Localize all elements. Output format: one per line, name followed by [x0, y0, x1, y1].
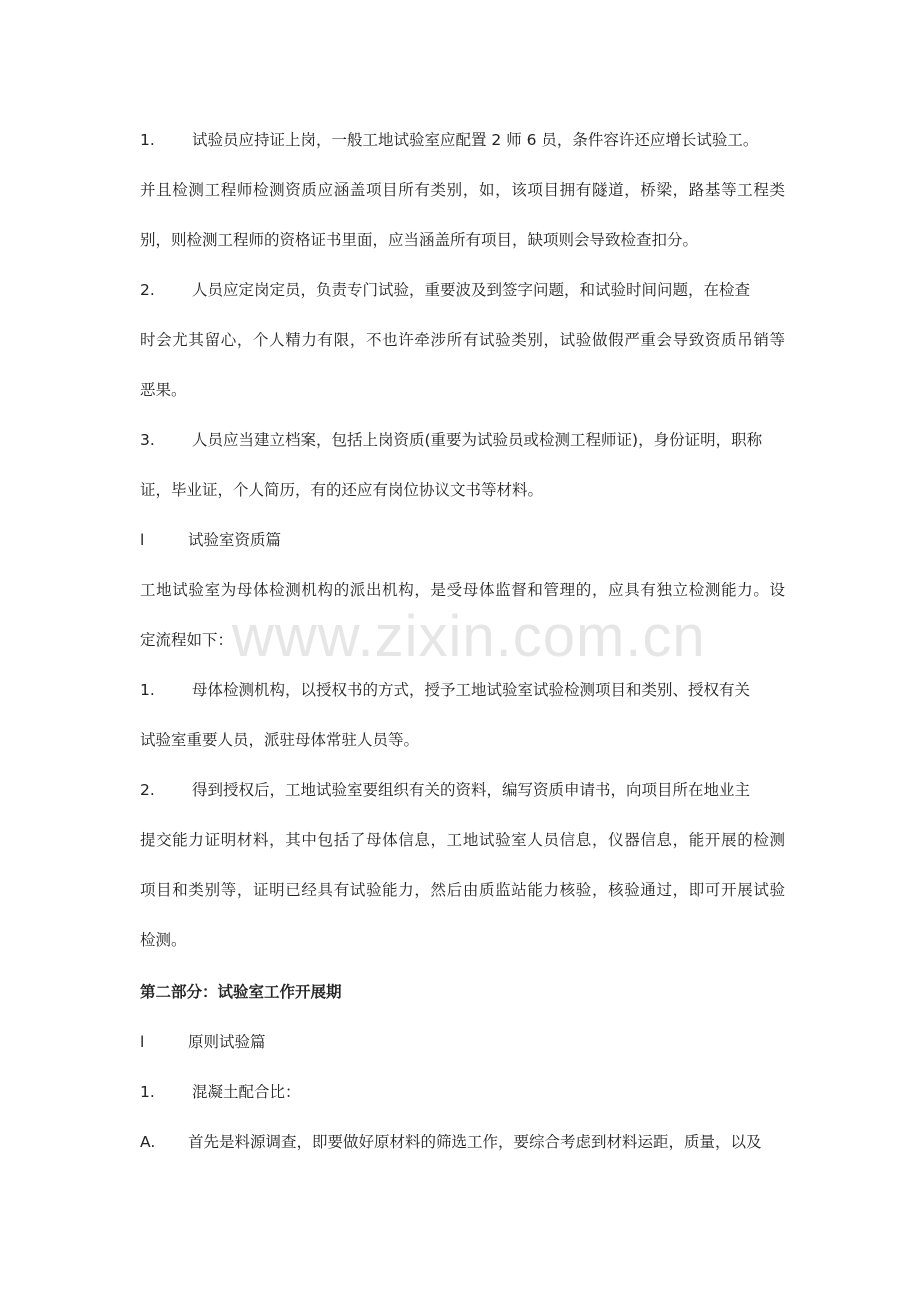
line-text: 试验员应持证上岗，一般工地试验室应配置 2 师 6 员，条件容许还应增长试验工。 [192, 131, 759, 149]
list-number: 2. [140, 781, 155, 799]
paragraph-line: 工地试验室为母体检测机构的派出机构，是受母体监督和管理的，应具有独立检测能力。设 [140, 581, 785, 599]
paragraph-line: 检测。 [140, 931, 187, 949]
list-number: 1. [140, 131, 155, 149]
paragraph-line [140, 678, 785, 702]
paragraph-line [140, 778, 785, 802]
list-number: 2. [140, 281, 155, 299]
paragraph-line: 项目和类别等，证明已经具有试验能力，然后由质监站能力核验，核验通过，即可开展试验 [140, 881, 785, 899]
part-heading: 第二部分：试验室工作开展期 [140, 983, 342, 1001]
paragraph-line: 证，毕业证，个人简历，有的还应有岗位协议文书等材料。 [140, 481, 544, 499]
paragraph-line: 别，则检测工程师的资格证书里面，应当涵盖所有项目，缺项则会导致检查扣分。 [140, 231, 699, 249]
paragraph-line [140, 128, 785, 152]
line-text: 首先是料源调查，即要做好原材料的筛选工作，要综合考虑到材料运距，质量，以及 [188, 1133, 762, 1151]
section-heading [140, 1030, 785, 1054]
list-letter: A. [140, 1133, 156, 1151]
watermark: www.zixin.com.cn [232, 604, 706, 669]
paragraph-line: 并且检测工程师检测资质应涵盖项目所有类别，如，该项目拥有隧道，桥梁，路基等工程类 [140, 181, 785, 199]
line-text: 得到授权后，工地试验室要组织有关的资料，编写资质申请书，向项目所在地业主 [192, 781, 751, 799]
list-number: 1. [140, 1083, 155, 1101]
paragraph-line: 提交能力证明材料，其中包括了母体信息，工地试验室人员信息，仪器信息，能开展的检测 [140, 831, 785, 849]
bullet-marker: l [140, 1033, 145, 1051]
paragraph-line [140, 278, 785, 302]
paragraph-line: 定流程如下： [140, 631, 234, 649]
paragraph-line [140, 1080, 785, 1104]
section-heading [140, 528, 785, 552]
paragraph-line [140, 1130, 785, 1154]
bullet-marker: l [140, 531, 145, 549]
line-text: 混凝土配合比： [192, 1083, 301, 1101]
paragraph-line: 试验室重要人员，派驻母体常驻人员等。 [140, 731, 420, 749]
paragraph-line: 恶果。 [140, 381, 187, 399]
list-number: 1. [140, 681, 155, 699]
line-text: 母体检测机构，以授权书的方式，授予工地试验室试验检测项目和类别、授权有关 [192, 681, 751, 699]
paragraph-line [140, 428, 785, 452]
list-number: 3. [140, 431, 155, 449]
heading-text: 原则试验篇 [188, 1033, 266, 1051]
line-text: 人员应定岗定员，负责专门试验，重要波及到签字问题，和试验时间问题，在检查 [192, 281, 751, 299]
heading-text: 试验室资质篇 [188, 531, 282, 549]
line-text: 人员应当建立档案，包括上岗资质(重要为试验员或检测工程师证)，身份证明，职称 [192, 431, 763, 449]
paragraph-line: 时会尤其留心，个人精力有限，不也许牵涉所有试验类别，试验做假严重会导致资质吊销等 [140, 331, 785, 349]
